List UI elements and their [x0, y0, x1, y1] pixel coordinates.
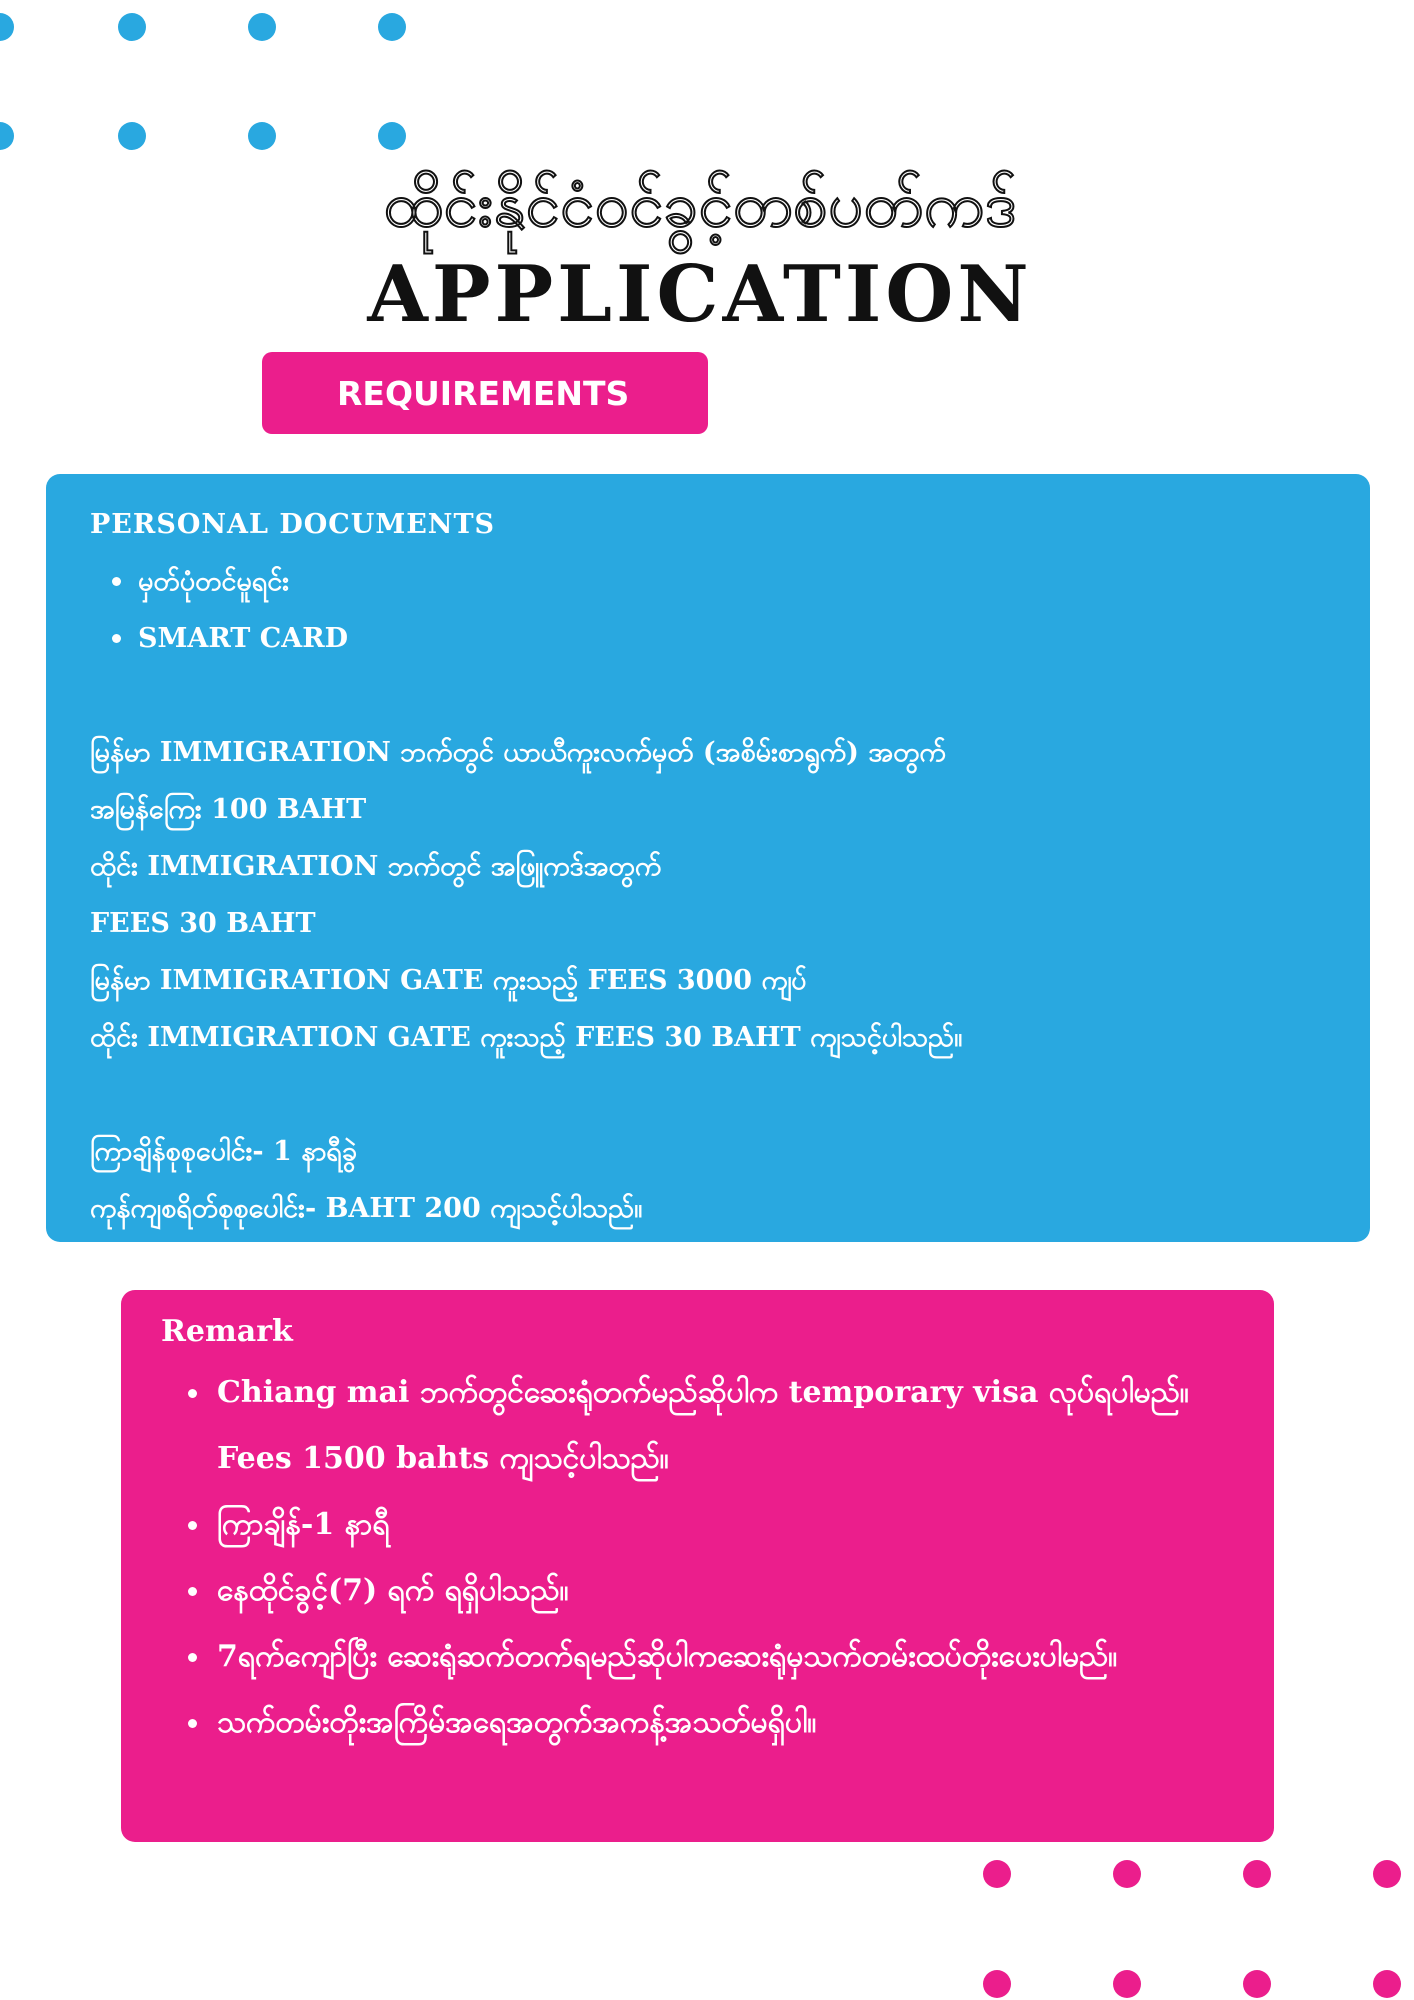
decorative-dot [0, 13, 14, 41]
list-item: SMART CARD [138, 610, 1326, 667]
decorative-dot [248, 122, 276, 150]
decorative-dot [378, 122, 406, 150]
decorative-dot [378, 13, 406, 41]
decorative-dot [1373, 1860, 1401, 1888]
remark-item: 7ရက်ကျော်ပြီး ဆေးရုံဆက်တက်ရမည်ဆိုပါကဆေးရုံမှသက်တမ်းထပ်တိုးပေးပါမည်။ [217, 1624, 1234, 1690]
remark-item: နေထိုင်ခွင့်(7) ရက် ရရှိပါသည်။ [217, 1558, 1234, 1624]
decorative-dot [1113, 1970, 1141, 1998]
fee-line: FEES 30 BAHT [90, 908, 316, 939]
remark-panel [121, 1290, 1274, 1842]
decorative-dot [983, 1970, 1011, 1998]
spacer [90, 667, 1326, 724]
decorative-dot [118, 13, 146, 41]
decorative-dot [248, 13, 276, 41]
requirements-label: REQUIREMENTS [337, 373, 630, 413]
list-item: မှတ်ပုံတင်မူရင်း [138, 553, 1326, 610]
decorative-dot [1373, 1970, 1401, 1998]
remark-list [161, 1360, 1234, 1756]
decorative-dot [983, 1860, 1011, 1888]
page-title: APPLICATION [367, 249, 1033, 340]
personal-documents-heading: PERSONAL DOCUMENTS [90, 509, 496, 540]
remark-item: Chiang mai ဘက်တွင်ဆေးရုံတက်မည်ဆိုပါက temporary visa လုပ်ရပါမည်။Fees 1500 bahts ကျသင့်ပါသည်။ [217, 1360, 1234, 1492]
spacer [90, 1066, 1326, 1123]
remark-item: ကြာချိန်-1 နာရီ [217, 1492, 1234, 1558]
total-cost: ကုန်ကျစရိတ်စုစုပေါင်း- BAHT 200 ကျသင့်ပါသည်။ [90, 1193, 643, 1224]
total-duration: ကြာချိန်စုစုပေါင်း- 1 နာရီခွဲ [90, 1136, 357, 1167]
remark-item: သက်တမ်းတိုးအကြိမ်အရေအတွက်အကန့်အသတ်မရှိပါ။ [217, 1690, 1234, 1756]
decorative-dot [1243, 1860, 1271, 1888]
decorative-dot [1243, 1970, 1271, 1998]
requirements-badge [262, 352, 708, 434]
fee-line: ထိုင်း IMMIGRATION ဘက်တွင် အဖြူကဒ်အတွက် [90, 851, 662, 882]
personal-documents-list [90, 553, 1326, 667]
page-title-myanmar: ထိုင်းနိုင်ငံဝင်ခွင့်တစ်ပတ်ကဒ် [383, 168, 1017, 241]
fee-line: အမြန်ကြေး 100 BAHT [90, 794, 367, 825]
requirements-panel [46, 474, 1370, 1242]
remark-title: Remark [161, 1314, 293, 1349]
fee-line: ထိုင်း IMMIGRATION GATE ကူးသည့် FEES 30 BAHT ကျသင့်ပါသည်။ [90, 1022, 963, 1053]
fee-line: မြန်မာ IMMIGRATION ဘက်တွင် ယာယီကူးလက်မှတ် (အစိမ်းစာရွက်) အတွက် [90, 737, 946, 768]
decorative-dot [1113, 1860, 1141, 1888]
fee-line: မြန်မာ IMMIGRATION GATE ကူးသည့် FEES 3000 ကျပ် [90, 965, 807, 996]
decorative-dot [118, 122, 146, 150]
decorative-dot [0, 122, 14, 150]
